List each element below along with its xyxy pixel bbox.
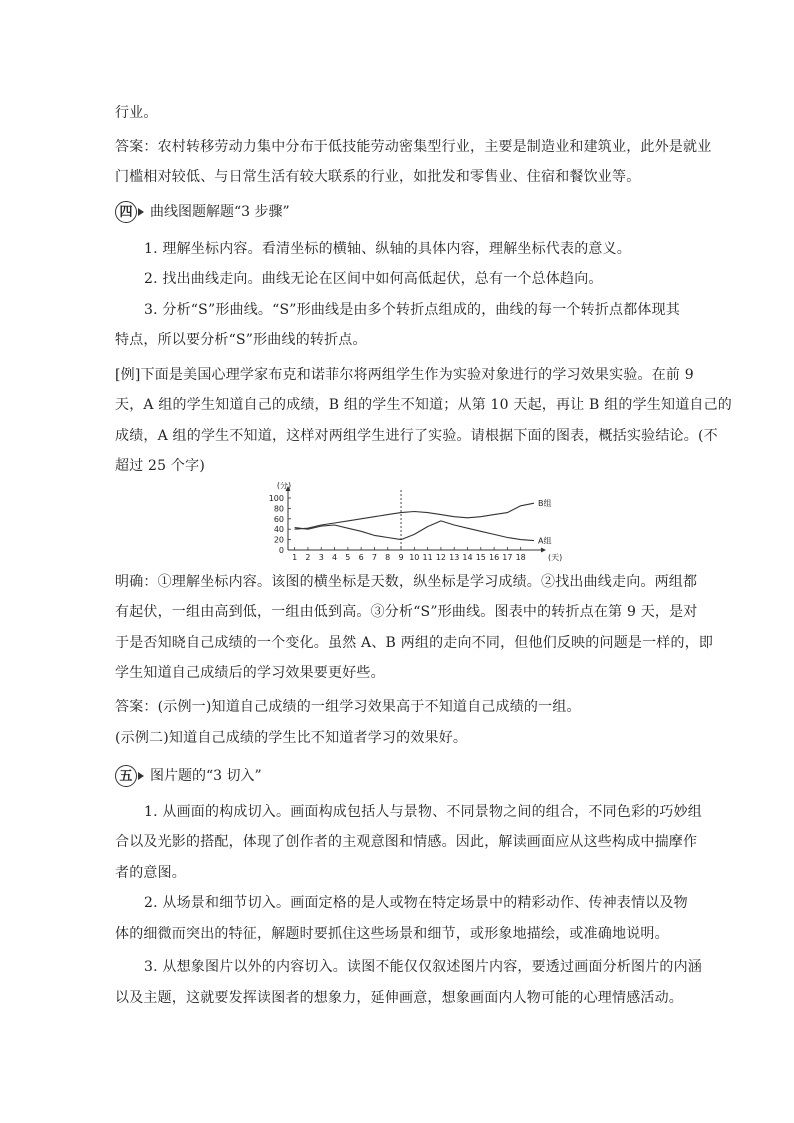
explanation-line: 于是否知晓自己成绩的一个变化。虽然 A、B 两组的走向不同，但他们反映的问题是一样的，即 bbox=[115, 635, 714, 651]
section-heading-5 bbox=[115, 764, 262, 788]
x-tick-label: 8 bbox=[385, 553, 391, 562]
x-tick-label: 10 bbox=[409, 553, 420, 562]
y-tick-label: 40 bbox=[273, 525, 284, 535]
paragraph-line: 2. 从场景和细节切入。画面定格的是人或物在特定场景中的精彩动作、传神表情以及物 bbox=[144, 895, 688, 911]
x-tick-label: 4 bbox=[331, 553, 338, 562]
x-tick-label: 2 bbox=[305, 553, 311, 562]
chart-svg bbox=[262, 482, 562, 568]
answer-line: 答案：(示例一)知道自己成绩的一组学习效果高于不知道自己成绩的一组。 bbox=[115, 699, 581, 715]
answer-line: 答案：农村转移劳动力集中分布于低技能劳动密集型行业，主要是制造业和建筑业，此外是就业 bbox=[115, 139, 712, 155]
x-tick-label: 7 bbox=[371, 553, 377, 562]
answer-line: (示例二)知道自己成绩的学生比不知道者学习的效果好。 bbox=[115, 730, 468, 746]
x-tick-label: 14 bbox=[462, 553, 473, 562]
x-tick-label: 1 bbox=[292, 553, 298, 562]
section-number-badge: 五 bbox=[115, 765, 137, 787]
paragraph-line: 1. 从画面的构成切入。画面构成包括人与景物、不同景物之间的组合，不同色彩的巧妙组 bbox=[144, 804, 703, 820]
example-line: 超过 25 个字) bbox=[115, 458, 205, 474]
x-tick-label: 17 bbox=[502, 553, 513, 562]
paragraph-line: 特点，所以要分析“S”形曲线的转折点。 bbox=[115, 332, 367, 348]
section-title: 图片题的“3 切入” bbox=[150, 768, 262, 784]
arrow-icon bbox=[138, 772, 144, 780]
series-label: A组 bbox=[538, 536, 552, 546]
x-tick-label: 6 bbox=[358, 553, 364, 562]
x-tick-label: 18 bbox=[515, 553, 526, 562]
y-tick-label: 100 bbox=[268, 494, 284, 503]
paragraph-line: 体的细微而突出的特征，解题时要抓住这些场景和细节，或形象地描绘，或准确地说明。 bbox=[115, 926, 669, 942]
x-tick-label: 12 bbox=[435, 553, 447, 562]
example-line: 成绩，A 组的学生不知道，这样对两组学生进行了实验。请根据下面的图表，概括实验结论。(不 bbox=[115, 428, 718, 444]
x-tick-label: 5 bbox=[345, 553, 351, 562]
x-tick-label: 15 bbox=[475, 553, 486, 562]
x-axis-label: (天) bbox=[548, 553, 562, 562]
line-chart bbox=[262, 482, 562, 568]
y-axis-label: (分) bbox=[276, 482, 292, 490]
y-tick-label: 60 bbox=[273, 514, 284, 524]
paragraph-line: 3. 分析“S”形曲线。“S”形曲线是由多个转折点组成的，曲线的每一个转折点都体现其 bbox=[144, 302, 681, 318]
x-tick-label: 16 bbox=[489, 553, 500, 562]
explanation-line: 有起伏，一组由高到低，一组由低到高。③分析“S”形曲线。图表中的转折点在第 9 天，是对 bbox=[115, 604, 698, 620]
example-line: [例]下面是美国心理学家布克和诺菲尔将两组学生作为实验对象进行的学习效果实验。在前 9 bbox=[115, 367, 694, 383]
paragraph-line: 者的意图。 bbox=[115, 865, 186, 881]
x-tick-label: 13 bbox=[449, 553, 460, 562]
text-line: 行业。 bbox=[115, 105, 158, 121]
x-tick-label: 9 bbox=[398, 553, 404, 562]
y-tick-label: 80 bbox=[273, 504, 284, 514]
answer-line: 门槛相对较低、与日常生活有较大联系的行业，如批发和零售业、住宿和餐饮业等。 bbox=[115, 169, 641, 185]
arrow-icon bbox=[138, 208, 144, 216]
paragraph-line: 3. 从想象图片以外的内容切入。读图不能仅仅叙述图片内容，要透过画面分析图片的内涵 bbox=[144, 959, 703, 975]
explanation-line: 学生知道自己成绩后的学习效果要更好些。 bbox=[115, 665, 385, 681]
explanation-line: 明确：①理解坐标内容。该图的横坐标是天数，纵坐标是学习成绩。②找出曲线走向。两组都 bbox=[115, 574, 698, 590]
paragraph-line: 合以及光影的搭配，体现了创作者的主观意图和情感。因此，解读画面应从这些构成中揣摩作 bbox=[115, 834, 698, 850]
section-title: 曲线图题解题“3 步骤” bbox=[150, 204, 290, 220]
x-tick-label: 11 bbox=[422, 553, 433, 562]
section-number-badge: 四 bbox=[115, 201, 137, 223]
y-tick-label: 0 bbox=[278, 546, 284, 555]
paragraph-line: 2. 找出曲线走向。曲线无论在区间中如何高低起伏，总有一个总体趋向。 bbox=[144, 271, 603, 287]
paragraph-line: 1. 理解坐标内容。看清坐标的横轴、纵轴的具体内容，理解坐标代表的意义。 bbox=[144, 241, 632, 257]
x-tick-label: 3 bbox=[318, 553, 324, 562]
paragraph-line: 以及主题，这就要发挥读图者的想象力，延伸画意，想象画面内人物可能的心理情感活动。 bbox=[115, 990, 683, 1006]
y-tick-label: 20 bbox=[273, 535, 284, 545]
x-axis-arrow bbox=[541, 548, 546, 553]
series-label: B组 bbox=[538, 499, 552, 509]
section-heading-4 bbox=[115, 200, 290, 224]
example-line: 天，A 组的学生知道自己的成绩，B 组的学生不知道；从第 10 天起，再让 B 组的学生知道自己的 bbox=[115, 397, 732, 413]
